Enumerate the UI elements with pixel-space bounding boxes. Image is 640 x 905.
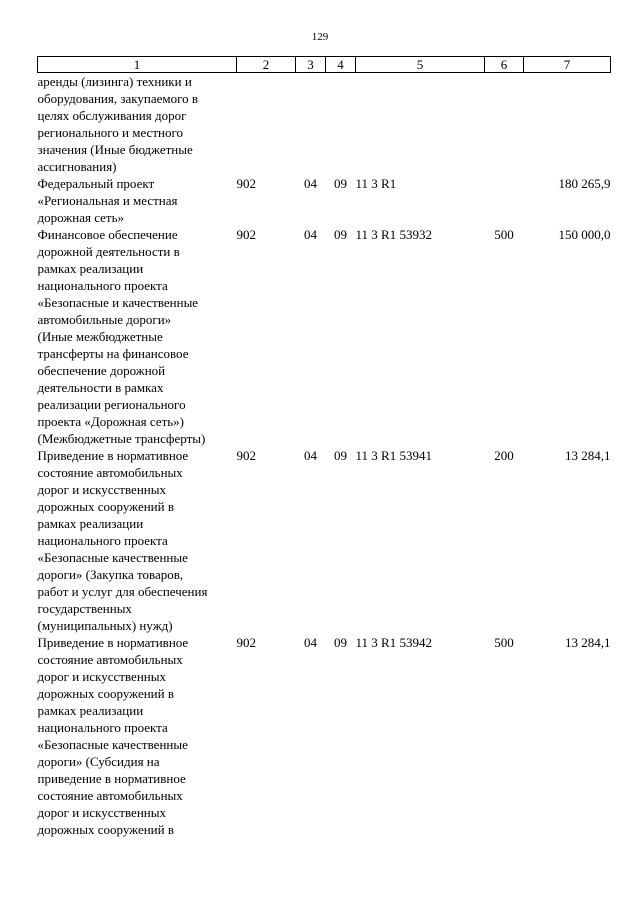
subsection-code: 09 bbox=[334, 227, 347, 242]
row-description: Федеральный проект «Региональная и местная дорожная сеть» bbox=[37, 176, 178, 225]
table-row bbox=[38, 634, 611, 838]
section-code bbox=[296, 73, 326, 176]
row-description: Финансовое обеспечение дорожной деятельности в рамках реализации национального проекта «Безопасные и качественные автомобильные дороги» (Иные межбюджетные трансферты на финансовое обеспечение дорожной деятельности в рамках реализации регионального проекта «Дорожная сеть») (Межбюджетные трансферты) bbox=[37, 227, 206, 446]
table-row bbox=[38, 175, 611, 226]
subsection-code: 09 bbox=[334, 448, 347, 463]
section-code: 04 bbox=[304, 448, 317, 463]
section-code: 04 bbox=[304, 635, 317, 650]
column-header: 3 bbox=[296, 57, 326, 73]
amount bbox=[524, 73, 611, 176]
ministry-code: 902 bbox=[236, 635, 256, 650]
column-header: 5 bbox=[356, 57, 485, 73]
expense-type-code: 200 bbox=[494, 448, 514, 463]
table-header-row bbox=[38, 57, 611, 73]
column-header: 7 bbox=[524, 57, 611, 73]
subsection-code: 09 bbox=[334, 176, 347, 191]
target-article-code: 11 3 R1 53941 bbox=[355, 448, 432, 463]
table-row bbox=[38, 73, 611, 176]
expense-type-code bbox=[485, 73, 524, 176]
row-description: Приведение в нормативное состояние автомобильных дорог и искусственных дорожных сооружений в рамках реализации национального проекта «Безопасные качественные дороги» (Закупка товаров, работ и услуг для обеспечения государственных (муниципальных) нужд) bbox=[37, 448, 208, 633]
section-code: 04 bbox=[304, 176, 317, 191]
column-header: 4 bbox=[326, 57, 356, 73]
ministry-code: 902 bbox=[236, 448, 256, 463]
row-description: Приведение в нормативное состояние автомобильных дорог и искусственных дорожных сооружений в рамках реализации национального проекта «Безопасные качественные дороги» (Субсидия на приведение в нормативное состояние автомобильных дорог и искусственных дорожных сооружений в bbox=[37, 635, 189, 837]
page-number: 129 bbox=[311, 31, 329, 43]
row-description: аренды (лизинга) техники и оборудования, закупаемого в целях обслуживания дорог регионального и местного значения (Иные бюджетные ассигнования) bbox=[37, 74, 199, 174]
target-article-code: 11 3 R1 53932 bbox=[355, 227, 432, 242]
table-row bbox=[38, 226, 611, 447]
amount: 180 265,9 bbox=[558, 176, 611, 191]
column-header: 1 bbox=[38, 57, 237, 73]
ministry-code: 902 bbox=[236, 176, 256, 191]
target-article-code: 11 3 R1 bbox=[355, 176, 397, 191]
amount: 13 284,1 bbox=[565, 448, 611, 463]
amount: 13 284,1 bbox=[565, 635, 611, 650]
table-row bbox=[38, 447, 611, 634]
expense-type-code bbox=[485, 175, 524, 226]
expense-type-code: 500 bbox=[494, 227, 514, 242]
budget-table bbox=[37, 56, 611, 838]
section-code: 04 bbox=[304, 227, 317, 242]
target-article-code bbox=[356, 73, 485, 176]
amount: 150 000,0 bbox=[558, 227, 611, 242]
expense-type-code: 500 bbox=[494, 635, 514, 650]
ministry-code: 902 bbox=[236, 227, 256, 242]
subsection-code: 09 bbox=[334, 635, 347, 650]
column-header: 6 bbox=[485, 57, 524, 73]
column-header: 2 bbox=[237, 57, 296, 73]
target-article-code: 11 3 R1 53942 bbox=[355, 635, 432, 650]
subsection-code bbox=[326, 73, 356, 176]
ministry-code bbox=[237, 73, 296, 176]
